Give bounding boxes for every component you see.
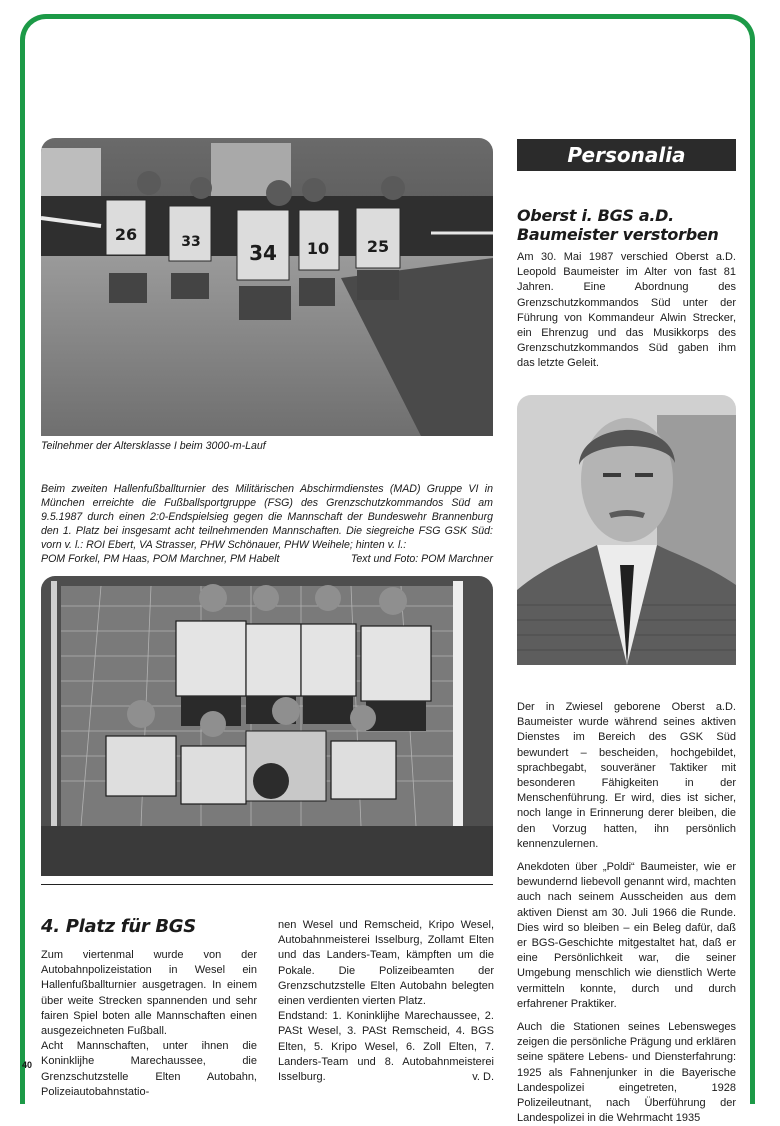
obituary-body [517,700,736,1126]
bib-25: 25 [366,237,390,256]
bib-34: 34 [249,241,277,265]
mad-article [41,482,493,566]
page-number: 40 [22,1060,33,1070]
platz-col1-p1: Zum viertenmal wurde von der Autobahnpolizeistation in Wesel ein Hallenfußballturnier ausgetragen. In einem über weite Strecken spannenden und sehr fairen Spiel boten alle Mannschaften einen ausgezeichneten Fußball. [41,949,257,1038]
obituary-p3: Anekdoten über „Poldi“ Baumeister, wie er bewundernd liebevoll genannt wird, machten auch nach seinem Ausscheiden aus dem aktiven Dienst am 30. Juli 1966 die Runde. Dies wird so bleiben – ein Beleg dafür, daß er BGS-Geschichte mitgestaltet hat, daß er eine Persönlichkeit war, die seiner Umgebung menschlich wie dienstlich Werte vermitteln konnte, durch und durch erfahrener Praktiker. [517,861,736,1010]
team-photo [41,576,493,876]
portrait-photo [517,395,736,665]
runners-photo-caption: Teilnehmer der Altersklasse I beim 3000-m-Lauf [41,440,266,452]
obituary-intro [517,250,736,380]
platz-article-col1 [41,948,257,1100]
runners-photo [41,138,493,436]
platz-col2-p1: nen Wesel und Remscheid, Kripo Wesel, Autobahnmeisterei Isselburg, Zollamt Elten und das Landers-Team, kämpften um die Pokale. Die Polizeibeamten der Grenzschutzstelle Elten Autobahn belegten einen verdienten vierten Platz. [278,919,494,1008]
obituary-p1: Am 30. Mai 1987 verschied Oberst a.D. Leopold Baumeister im Alter von fast 81 Jahren. Eine Abordnung des Grenzschutzkommandos Süd unter der Führung von Kommandeur Alwin Strecker, ein Ehrenzug und das Musikkorps des Grenzschutzkommandos Süd gaben ihm das letzte Geleit. [517,251,736,370]
obituary-title: Oberst i. BGS a.D. Baumeister verstorben [517,206,719,244]
platz-col1-p2: Acht Mannschaften, unter ihnen die Koninklijhe Marechaussee, die Grenzschutzstelle Elten Autobahn, Polizeiautobahnstatio- [41,1040,257,1098]
obituary-p4: Auch die Stationen seines Lebensweges zeigen die persönliche Prägung und erklären seine spätere Lebens- und Diensterfahrung: 1925 als Fahnenjunker in die Bayerische Landespolizei eingetreten, 1928 Polizeileutnant, nach Überführung der Landespolizei in die Wehrmacht 1935 [517,1021,736,1125]
bib-10: 10 [306,239,330,258]
obituary-p2: Der in Zwiesel geborene Oberst a.D. Baumeister wurde während seines aktiven Dienstes im Bereich des GSK Süd bewundert – bescheiden, hochgebildet, sprachbegabt, souveräner Taktiker mit besonderen Fähigkeiten in der Menschenführung. Er wird, dies ist sicher, noch lange in Erinnerung derer bleiben, die den Vorzug hatten, ihn persönlich kennenzulernen. [517,701,736,850]
bib-33: 33 [181,234,201,250]
mad-article-credit: Text und Foto: POM Marchner [350,553,493,565]
mad-article-last-line [41,552,493,566]
bib-26: 26 [114,225,138,244]
section-divider [41,884,493,885]
platz-article-title: 4. Platz für BGS [41,916,196,937]
platz-signature: v. D. [472,1071,494,1084]
platz-article-col2 [278,918,494,1085]
platz-col2-p2: Endstand: 1. Koninklijhe Marechaussee, 2. PASt Wesel, 3. PASt Remscheid, 4. BGS Elten, 5. Kripo Wesel, 6. Zoll Elten, 7. Landers-Team und 8. Autobahnmeisterei Isselburg. [278,1010,494,1084]
mad-article-text: Beim zweiten Hallenfußballturnier des Militärischen Abschirmdienstes (MAD) Gruppe VI in München erreichte die Fußballsportgruppe (FSG) des Grenzschutzkommandos Süd am 9.5.1987 durch einen 2:0-Endspielsieg gegen die Mannschaft der Bundeswehr Brannenburg den 1. Platz bei insgesamt acht teilnehmenden Mannschaften. Die siegreiche FSG GSK Süd: vorn v. l.: ROI Ebert, VA Strasser, PHW Schönauer, PHW Weihele; hinten v. l.: [41,483,493,551]
mad-article-names: POM Forkel, PM Haas, POM Marchner, PM Habelt [41,553,280,565]
personalia-banner: Personalia [517,139,736,171]
